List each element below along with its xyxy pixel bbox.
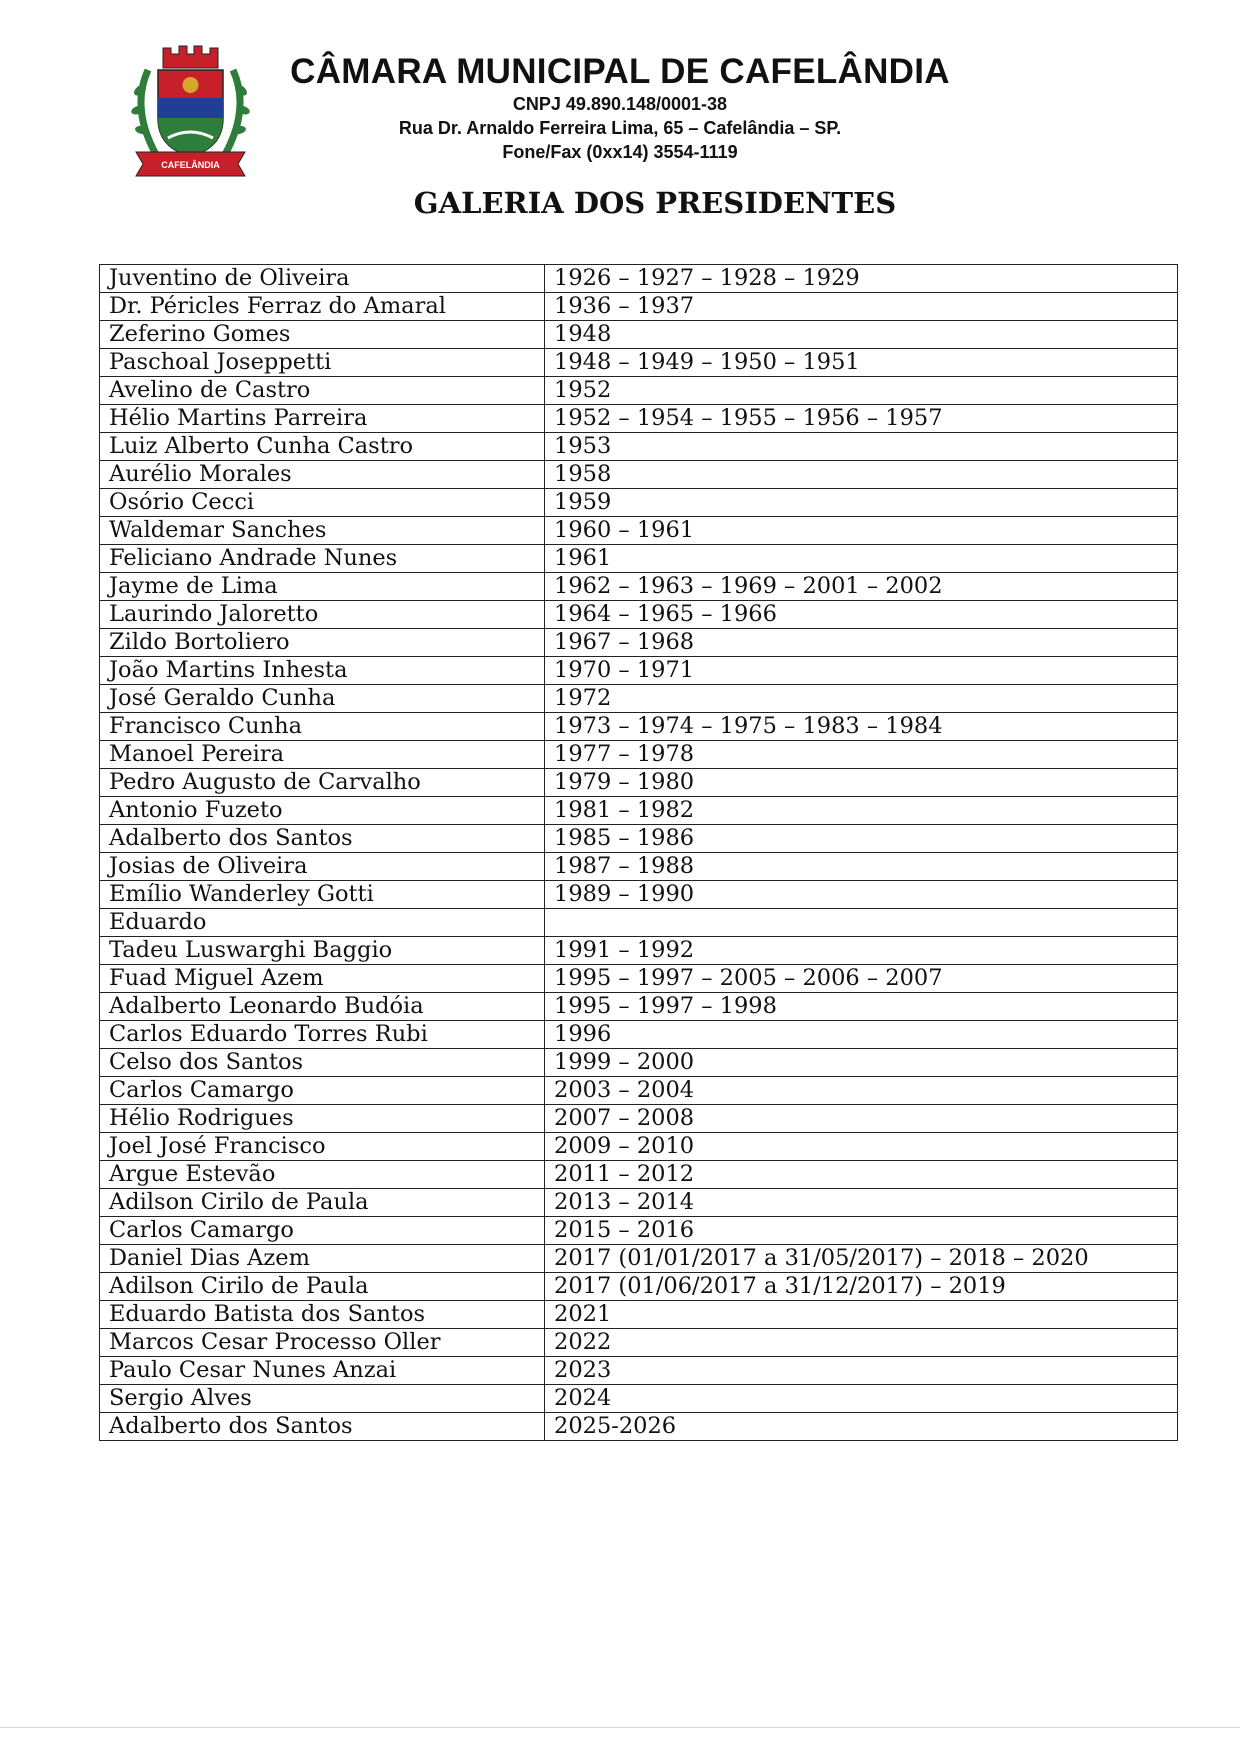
scan-edge-divider — [0, 1727, 1240, 1728]
president-years: 1936 – 1937 — [545, 293, 1178, 321]
president-name: Marcos Cesar Processo Oller — [100, 1329, 545, 1357]
presidents-table — [99, 264, 1178, 1441]
table-row — [100, 1329, 1178, 1357]
table-row — [100, 825, 1178, 853]
president-name: Celso dos Santos — [100, 1049, 545, 1077]
president-name: Carlos Camargo — [100, 1217, 545, 1245]
table-row — [100, 909, 1178, 937]
table-row — [100, 1021, 1178, 1049]
president-name: Argue Estevão — [100, 1161, 545, 1189]
table-row — [100, 1133, 1178, 1161]
table-row — [100, 405, 1178, 433]
president-name: José Geraldo Cunha — [100, 685, 545, 713]
president-years: 1985 – 1986 — [545, 825, 1178, 853]
president-name: Eduardo — [100, 909, 545, 937]
president-name: Eduardo Batista dos Santos — [100, 1301, 545, 1329]
president-name: Laurindo Jaloretto — [100, 601, 545, 629]
table-row — [100, 741, 1178, 769]
president-years: 1960 – 1961 — [545, 517, 1178, 545]
president-name: Paulo Cesar Nunes Anzai — [100, 1357, 545, 1385]
president-years: 1981 – 1982 — [545, 797, 1178, 825]
president-years: 2024 — [545, 1385, 1178, 1413]
president-years: 1952 – 1954 – 1955 – 1956 – 1957 — [545, 405, 1178, 433]
president-years: 1973 – 1974 – 1975 – 1983 – 1984 — [545, 713, 1178, 741]
table-row — [100, 769, 1178, 797]
president-name: Adalberto Leonardo Budóia — [100, 993, 545, 1021]
president-years: 2017 (01/06/2017 a 31/12/2017) – 2019 — [545, 1273, 1178, 1301]
president-name: Hélio Rodrigues — [100, 1105, 545, 1133]
president-years: 2021 — [545, 1301, 1178, 1329]
table-row — [100, 713, 1178, 741]
president-name: Hélio Martins Parreira — [100, 405, 545, 433]
table-row — [100, 937, 1178, 965]
president-years: 2011 – 2012 — [545, 1161, 1178, 1189]
table-row — [100, 1413, 1178, 1441]
president-name: Joel José Francisco — [100, 1133, 545, 1161]
table-row — [100, 685, 1178, 713]
president-years: 1953 — [545, 433, 1178, 461]
president-years: 1970 – 1971 — [545, 657, 1178, 685]
phone-line: Fone/Fax (0xx14) 3554-1119 — [502, 142, 738, 162]
president-name: Josias de Oliveira — [100, 853, 545, 881]
president-years: 1979 – 1980 — [545, 769, 1178, 797]
table-row — [100, 1385, 1178, 1413]
president-name: Sergio Alves — [100, 1385, 545, 1413]
president-years: 1948 – 1949 – 1950 – 1951 — [545, 349, 1178, 377]
president-years: 1948 — [545, 321, 1178, 349]
president-name: Luiz Alberto Cunha Castro — [100, 433, 545, 461]
table-row — [100, 1189, 1178, 1217]
president-years: 2022 — [545, 1329, 1178, 1357]
table-row — [100, 1049, 1178, 1077]
president-years: 2007 – 2008 — [545, 1105, 1178, 1133]
table-row — [100, 321, 1178, 349]
president-name: Carlos Camargo — [100, 1077, 545, 1105]
table-row — [100, 517, 1178, 545]
president-years: 1995 – 1997 – 1998 — [545, 993, 1178, 1021]
president-years: 2017 (01/01/2017 a 31/05/2017) – 2018 – 2020 — [545, 1245, 1178, 1273]
cnpj-line: CNPJ 49.890.148/0001-38 — [512, 94, 728, 114]
president-name: Fuad Miguel Azem — [100, 965, 545, 993]
president-name: Jayme de Lima — [100, 573, 545, 601]
president-years: 1964 – 1965 – 1966 — [545, 601, 1178, 629]
table-row — [100, 461, 1178, 489]
address-line: Rua Dr. Arnaldo Ferreira Lima, 65 – Cafelândia – SP. — [398, 118, 842, 138]
president-years: 1962 – 1963 – 1969 – 2001 – 2002 — [545, 573, 1178, 601]
president-name: Adilson Cirilo de Paula — [100, 1189, 545, 1217]
table-row — [100, 1217, 1178, 1245]
page-title: GALERIA DOS PRESIDENTES — [413, 186, 897, 220]
institution-title: CÂMARA MUNICIPAL DE CAFELÂNDIA — [290, 52, 950, 91]
president-name: Zildo Bortoliero — [100, 629, 545, 657]
president-years: 1987 – 1988 — [545, 853, 1178, 881]
president-name: Adalberto dos Santos — [100, 1413, 545, 1441]
president-name: Zeferino Gomes — [100, 321, 545, 349]
table-row — [100, 349, 1178, 377]
table-row — [100, 489, 1178, 517]
table-row — [100, 797, 1178, 825]
table-row — [100, 853, 1178, 881]
table-row — [100, 377, 1178, 405]
table-row — [100, 433, 1178, 461]
president-years: 1972 — [545, 685, 1178, 713]
president-name: Osório Cecci — [100, 489, 545, 517]
table-row — [100, 1245, 1178, 1273]
president-name: Avelino de Castro — [100, 377, 545, 405]
president-name: Aurélio Morales — [100, 461, 545, 489]
table-row — [100, 1273, 1178, 1301]
president-name: Dr. Péricles Ferraz do Amaral — [100, 293, 545, 321]
president-name: Feliciano Andrade Nunes — [100, 545, 545, 573]
table-row — [100, 881, 1178, 909]
president-name: Daniel Dias Azem — [100, 1245, 545, 1273]
president-name: Francisco Cunha — [100, 713, 545, 741]
president-name: Adalberto dos Santos — [100, 825, 545, 853]
table-row — [100, 545, 1178, 573]
president-years: 2003 – 2004 — [545, 1077, 1178, 1105]
table-row — [100, 1077, 1178, 1105]
president-years: 2023 — [545, 1357, 1178, 1385]
president-name: Emílio Wanderley Gotti — [100, 881, 545, 909]
table-row — [100, 993, 1178, 1021]
president-years: 1952 — [545, 377, 1178, 405]
president-years: 1996 — [545, 1021, 1178, 1049]
table-row — [100, 1105, 1178, 1133]
president-years: 1959 — [545, 489, 1178, 517]
table-row — [100, 265, 1178, 293]
president-name: Pedro Augusto de Carvalho — [100, 769, 545, 797]
president-years: 1989 – 1990 — [545, 881, 1178, 909]
table-row — [100, 601, 1178, 629]
municipal-crest-logo — [128, 40, 253, 180]
president-years: 1999 – 2000 — [545, 1049, 1178, 1077]
president-name: Juventino de Oliveira — [100, 265, 545, 293]
president-years: 1967 – 1968 — [545, 629, 1178, 657]
president-years: 2013 – 2014 — [545, 1189, 1178, 1217]
president-name: Waldemar Sanches — [100, 517, 545, 545]
table-row — [100, 1357, 1178, 1385]
table-row — [100, 573, 1178, 601]
president-years: 1926 – 1927 – 1928 – 1929 — [545, 265, 1178, 293]
president-years: 2015 – 2016 — [545, 1217, 1178, 1245]
table-row — [100, 965, 1178, 993]
president-years — [545, 909, 1178, 937]
table-row — [100, 293, 1178, 321]
president-name: Tadeu Luswarghi Baggio — [100, 937, 545, 965]
table-row — [100, 629, 1178, 657]
table-row — [100, 657, 1178, 685]
president-years: 1977 – 1978 — [545, 741, 1178, 769]
president-name: Paschoal Joseppetti — [100, 349, 545, 377]
president-years: 1961 — [545, 545, 1178, 573]
president-name: João Martins Inhesta — [100, 657, 545, 685]
president-years: 1958 — [545, 461, 1178, 489]
table-row — [100, 1161, 1178, 1189]
president-years: 1991 – 1992 — [545, 937, 1178, 965]
president-years: 2009 – 2010 — [545, 1133, 1178, 1161]
president-name: Manoel Pereira — [100, 741, 545, 769]
president-name: Adilson Cirilo de Paula — [100, 1273, 545, 1301]
svg-text:CAFELÂNDIA: CAFELÂNDIA — [161, 160, 220, 170]
table-row — [100, 1301, 1178, 1329]
president-years: 2025-2026 — [545, 1413, 1178, 1441]
president-name: Antonio Fuzeto — [100, 797, 545, 825]
president-years: 1995 – 1997 – 2005 – 2006 – 2007 — [545, 965, 1178, 993]
president-name: Carlos Eduardo Torres Rubi — [100, 1021, 545, 1049]
